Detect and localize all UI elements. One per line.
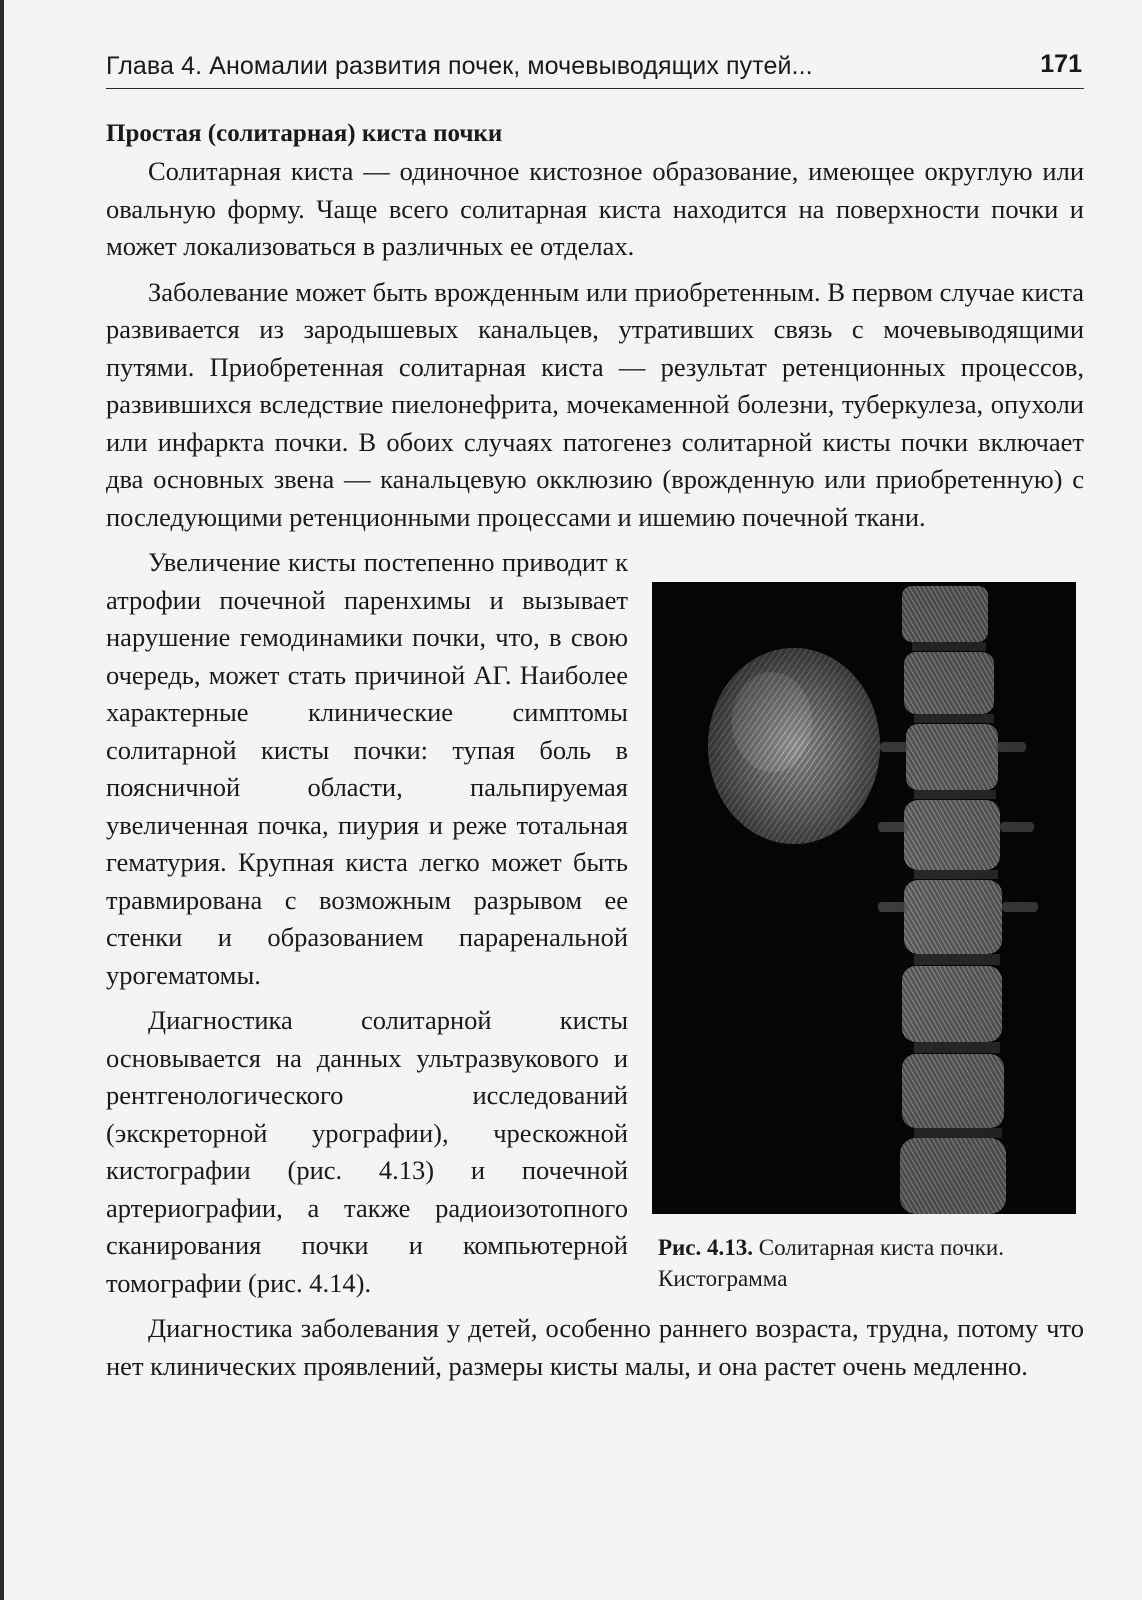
cystogram-illustration — [652, 582, 1076, 1214]
xray-image — [652, 582, 1076, 1214]
running-title: Глава 4. Аномалии развития почек, мочевыводящих путей... — [106, 52, 813, 80]
paragraph: Увеличение кисты постепенно приводит к атрофии почечной паренхимы и вызывает нарушение гемодинамики почки, что, в свою очередь, может стать причиной АГ. Наиболее характерные клинические симптомы солитарной кисты почки: тупая боль в поясничной области, пальпируемая увеличенная почка, пиурия и реже тотальная гематурия. Крупная киста легко может быть травмирована с возможным разрывом ее стенки и образованием параренальной урогематомы. — [106, 547, 628, 990]
running-header — [106, 50, 1084, 89]
figure-caption-text: Солитарная киста почки. Кистограмма — [658, 1235, 1004, 1291]
paragraph: Заболевание может быть врожденным или приобретенным. В первом случае киста развивается из зародышевых канальцев, утративших связь с мочевыводящими путями. Приобретенная солитарная киста — результат ретенционных процессов, развившихся вследствие пиелонефрита, мочекаменной болезни, туберкулеза, опухоли или инфаркта почки. В обоих случаях патогенез солитарной кисты почки включает два основных звена — канальцевую окклюзию (врожденную или приобретенную) с последующими ретенционными процессами и ишемию почечной ткани. — [106, 276, 1084, 532]
figure-caption — [652, 1232, 1084, 1294]
paragraph: Диагностика солитарной кисты основывается на данных ультразвукового и рентгенологического исследований (экскреторной урографии), чрескожной кистографии (рис. 4.13) и почечной артериографии, а также радиоизотопного сканирования почки и компьютерной томографии (рис. 4.14). — [106, 1005, 628, 1298]
figure — [652, 582, 1084, 1294]
page-content — [106, 117, 1084, 1393]
figure-label: Рис. 4.13. — [658, 1235, 754, 1260]
paragraph: Диагностика заболевания у детей, особенно раннего возраста, трудна, потому что нет клинических проявлений, размеры кисты малы, и она растет очень медленно. — [106, 1313, 1084, 1381]
page-number: 171 — [1040, 50, 1082, 78]
page-edge — [0, 0, 4, 1600]
paragraph: Солитарная киста — одиночное кистозное образование, имеющее округлую или овальную форму. Чаще всего солитарная киста находится на поверхности почки и может локализоваться в различных ее отделах. — [106, 156, 1084, 261]
text-with-figure — [106, 544, 1084, 1385]
section-heading: Простая (солитарная) киста почки — [106, 120, 503, 147]
